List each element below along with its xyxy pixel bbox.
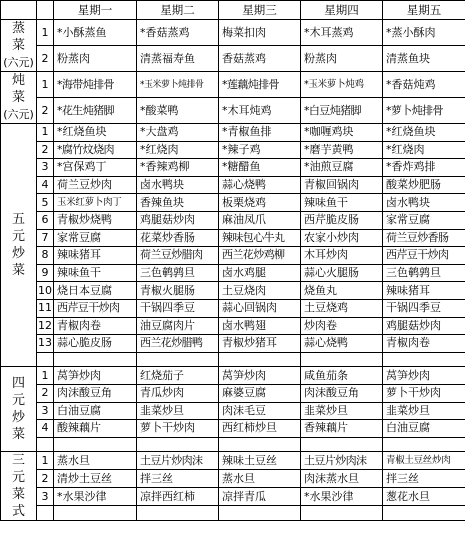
- dish-cell: 蒜心火腿肠: [301, 264, 383, 282]
- empty-cell: [54, 506, 137, 521]
- dish-cell: 西芹豆干炒肉: [54, 299, 137, 317]
- dish-cell: 韭菜炒旦: [383, 402, 465, 420]
- dish-cell: 青椒回锅肉: [301, 176, 383, 194]
- dish-cell: 香辣鱼块: [137, 194, 219, 212]
- dish-cell: *酸菜鸭: [137, 98, 219, 124]
- dish-cell: 麻婆豆腐: [219, 384, 301, 402]
- dish-cell: 酸菜炒肥肠: [383, 176, 465, 194]
- empty-cell: [137, 437, 219, 452]
- dish-cell: 蒸水旦: [54, 452, 137, 470]
- dish-cell: *小酥蒸鱼: [54, 20, 137, 46]
- dish-cell: 青椒火腿肠: [137, 282, 219, 300]
- row-number: 4: [37, 176, 54, 194]
- category-char: 炒: [11, 246, 25, 262]
- dish-cell: 辣味鱼干: [301, 194, 383, 212]
- dish-cell: *红烧肉: [137, 141, 219, 159]
- dish-cell: 荷兰豆炒香肠: [383, 229, 465, 247]
- dish-cell: 韭菜炒旦: [301, 402, 383, 420]
- dish-cell: 油豆腐肉片: [137, 317, 219, 335]
- day-header: 星期二: [137, 1, 219, 20]
- menu-row: [1, 20, 465, 46]
- menu-row: [1, 317, 465, 335]
- dish-cell: 农家小炒肉: [301, 229, 383, 247]
- category-label: [1, 452, 37, 521]
- row-number: 1: [37, 124, 54, 142]
- day-header: 星期四: [301, 1, 383, 20]
- row-number: 6: [37, 211, 54, 229]
- dish-cell: 家常豆腐: [54, 229, 137, 247]
- dish-cell: 土豆烧鸡: [301, 299, 383, 317]
- dish-cell: 卤水鸭块: [383, 194, 465, 212]
- dish-cell: *海带炖排骨: [54, 72, 137, 98]
- empty-cell: [54, 352, 137, 367]
- dish-cell: 青瓜炒肉: [137, 384, 219, 402]
- empty-cell: [383, 506, 465, 521]
- dish-cell: 香辣藕片: [301, 420, 383, 438]
- menu-row: [1, 299, 465, 317]
- dish-cell: 青椒炒烧鸭: [54, 211, 137, 229]
- row-number: 2: [37, 141, 54, 159]
- dish-cell: 粉蒸肉: [301, 46, 383, 72]
- day-header: 星期一: [54, 1, 137, 20]
- empty-cell: [383, 352, 465, 367]
- menu-row: [1, 229, 465, 247]
- dish-cell: *红烧鱼块: [54, 124, 137, 142]
- dish-cell: 卤水鸭块: [137, 176, 219, 194]
- dish-cell: 三色鹌鹑旦: [383, 264, 465, 282]
- row-number: 3: [37, 402, 54, 420]
- dish-cell: 荷兰豆炒肉: [54, 176, 137, 194]
- dish-cell: 莴笋炒肉: [219, 367, 301, 385]
- blank-row: [1, 506, 465, 521]
- dish-cell: *咖喱鸡块: [301, 124, 383, 142]
- dish-cell: *香炸鸡排: [383, 159, 465, 177]
- empty-cell: [37, 506, 54, 521]
- dish-cell: 西兰花炒腊鸭: [137, 335, 219, 353]
- dish-cell: 炒肉卷: [301, 317, 383, 335]
- empty-cell: [219, 437, 301, 452]
- row-number: 10: [37, 282, 54, 300]
- menu-body: [1, 20, 465, 521]
- dish-cell: 蒜心脆皮肠: [54, 335, 137, 353]
- dish-cell: 蒜心回锅肉: [219, 299, 301, 317]
- dish-cell: 蒜心烧鸭: [301, 335, 383, 353]
- category-char: 菜: [11, 90, 25, 105]
- dish-cell: 烧日本豆腐: [54, 282, 137, 300]
- empty-cell: [383, 437, 465, 452]
- category-char: 元: [11, 470, 25, 486]
- dish-cell: 清炒土豆丝: [54, 470, 137, 488]
- dish-cell: 白油豆腐: [54, 402, 137, 420]
- day-header: 星期五: [383, 1, 465, 20]
- menu-row: [1, 211, 465, 229]
- dish-cell: *玉米萝卜炖鸡: [301, 72, 383, 98]
- category-label: [1, 124, 37, 367]
- dish-cell: 卤水鸡腿: [219, 264, 301, 282]
- row-number: 2: [37, 470, 54, 488]
- dish-cell: *红烧肉: [383, 141, 465, 159]
- dish-cell: 西芹豆干炒肉: [383, 247, 465, 265]
- dish-cell: 辣味猪耳: [383, 282, 465, 300]
- category-label: [1, 72, 37, 124]
- dish-cell: 咸鱼茄条: [301, 367, 383, 385]
- category-char: 四: [11, 376, 25, 392]
- dish-cell: 家常豆腐: [383, 211, 465, 229]
- empty-cell: [301, 437, 383, 452]
- category-char: 菜: [11, 38, 25, 53]
- category-char: 菜: [11, 427, 25, 443]
- dish-cell: 香菇蒸鸡: [219, 46, 301, 72]
- dish-cell: 青椒肉卷: [54, 317, 137, 335]
- dish-cell: *糖醋鱼: [219, 159, 301, 177]
- dish-cell: *磨芋黄鸭: [301, 141, 383, 159]
- dish-cell: *蒸小酥肉: [383, 20, 465, 46]
- dish-cell: 鸡腿菇炒肉: [383, 317, 465, 335]
- dish-cell: *香菇炖鸡: [383, 72, 465, 98]
- dish-cell: 土豆片炒肉沫: [301, 452, 383, 470]
- row-number: 13: [37, 335, 54, 353]
- day-header: 星期三: [219, 1, 301, 20]
- category-char: (六元): [3, 108, 34, 121]
- row-number: 11: [37, 299, 54, 317]
- menu-row: [1, 124, 465, 142]
- menu-row: [1, 367, 465, 385]
- dish-cell: 白油豆腐: [383, 420, 465, 438]
- dish-cell: 蒜心烧鸭: [219, 176, 301, 194]
- empty-cell: [54, 437, 137, 452]
- dish-cell: 木耳炒肉: [301, 247, 383, 265]
- row-number: 7: [37, 229, 54, 247]
- menu-row: [1, 335, 465, 353]
- dish-cell: 莴笋炒肉: [383, 367, 465, 385]
- dish-cell: 花菜炒香肠: [137, 229, 219, 247]
- dish-cell: 青椒炒猪耳: [219, 335, 301, 353]
- dish-cell: *香菇蒸鸡: [137, 20, 219, 46]
- row-number: 1: [37, 367, 54, 385]
- category-char: 五: [11, 212, 25, 228]
- dish-cell: 葱花水旦: [383, 488, 465, 506]
- dish-cell: 莴笋炒肉: [54, 367, 137, 385]
- dish-cell: 肉沫酸豆角: [54, 384, 137, 402]
- category-char: 蒸: [11, 21, 25, 36]
- menu-row: [1, 470, 465, 488]
- menu-row: [1, 264, 465, 282]
- dish-cell: 肉沫蒸水旦: [301, 470, 383, 488]
- dish-cell: 酸辣藕片: [54, 420, 137, 438]
- dish-cell: 鸡腿菇炒肉: [137, 211, 219, 229]
- empty-cell: [219, 506, 301, 521]
- category-label: [1, 20, 37, 72]
- dish-cell: *香辣鸡柳: [137, 159, 219, 177]
- row-number: 12: [37, 317, 54, 335]
- menu-row: [1, 72, 465, 98]
- row-number: 1: [37, 452, 54, 470]
- empty-cell: [301, 352, 383, 367]
- dish-cell: *红烧鱼块: [383, 124, 465, 142]
- dish-cell: 麻油凤爪: [219, 211, 301, 229]
- menu-row: [1, 141, 465, 159]
- row-number: 8: [37, 247, 54, 265]
- category-char: 炖: [11, 73, 25, 88]
- category-char: 元: [11, 393, 25, 409]
- dish-cell: 凉拌青瓜: [219, 488, 301, 506]
- empty-cell: [301, 506, 383, 521]
- empty-cell: [219, 352, 301, 367]
- dish-cell: 辣味土豆丝: [219, 452, 301, 470]
- dish-cell: 肉沫毛豆: [219, 402, 301, 420]
- menu-row: [1, 46, 465, 72]
- empty-cell: [137, 506, 219, 521]
- menu-row: [1, 194, 465, 212]
- dish-cell: 烧鱼丸: [301, 282, 383, 300]
- empty-cell: [137, 352, 219, 367]
- dish-cell: 荷兰豆炒腊肉: [137, 247, 219, 265]
- menu-row: [1, 176, 465, 194]
- corner-cell: [1, 1, 37, 20]
- empty-cell: [37, 352, 54, 367]
- dish-cell: 青椒土豆丝炒肉: [383, 452, 465, 470]
- category-label: [1, 367, 37, 452]
- dish-cell: *油煎豆腐: [301, 159, 383, 177]
- menu-row: [1, 452, 465, 470]
- dish-cell: 辣味鱼干: [54, 264, 137, 282]
- menu-row: [1, 98, 465, 124]
- dish-cell: *水果沙律: [54, 488, 137, 506]
- dish-cell: 辣味猪耳: [54, 247, 137, 265]
- dish-cell: 萝卜干炒肉: [383, 384, 465, 402]
- row-number: 4: [37, 420, 54, 438]
- number-header: [37, 1, 54, 20]
- category-char: 三: [11, 453, 25, 469]
- dish-cell: 卤水鸭翅: [219, 317, 301, 335]
- row-number: 9: [37, 264, 54, 282]
- row-number: 1: [37, 20, 54, 46]
- dish-cell: 干锅四季豆: [383, 299, 465, 317]
- dish-cell: 拌三丝: [383, 470, 465, 488]
- category-char: 式: [11, 504, 25, 520]
- dish-cell: *大盘鸡: [137, 124, 219, 142]
- row-number: 1: [37, 72, 54, 98]
- category-char: 菜: [11, 487, 25, 503]
- dish-cell: 梅菜扣肉: [219, 20, 301, 46]
- menu-row: [1, 384, 465, 402]
- dish-cell: *木耳蒸鸡: [301, 20, 383, 46]
- dish-cell: 粉蒸肉: [54, 46, 137, 72]
- blank-row: [1, 437, 465, 452]
- menu-row: [1, 420, 465, 438]
- menu-row: [1, 159, 465, 177]
- dish-cell: 韭菜炒旦: [137, 402, 219, 420]
- dish-cell: *萝卜炖排骨: [383, 98, 465, 124]
- dish-cell: 西芹脆皮肠: [301, 211, 383, 229]
- dish-cell: 辣味包心牛丸: [219, 229, 301, 247]
- menu-row: [1, 488, 465, 506]
- category-char: (六元): [3, 56, 34, 69]
- row-number: 3: [37, 488, 54, 506]
- dish-cell: *白豆炖猪脚: [301, 98, 383, 124]
- dish-cell: *花生炖猪脚: [54, 98, 137, 124]
- menu-row: [1, 402, 465, 420]
- dish-cell: 肉沫酸豆角: [301, 384, 383, 402]
- dish-cell: 玉米红萝卜肉丁: [54, 194, 137, 212]
- category-char: 炒: [11, 410, 25, 426]
- category-char: 元: [11, 229, 25, 245]
- dish-cell: *辣子鸡: [219, 141, 301, 159]
- dish-cell: 拌三丝: [137, 470, 219, 488]
- dish-cell: *木耳炖鸡: [219, 98, 301, 124]
- dish-cell: 板栗烧鸡: [219, 194, 301, 212]
- dish-cell: 凉拌西红柿: [137, 488, 219, 506]
- row-number: 2: [37, 46, 54, 72]
- empty-cell: [37, 437, 54, 452]
- dish-cell: 清蒸福寿鱼: [137, 46, 219, 72]
- dish-cell: *腐竹炆烧肉: [54, 141, 137, 159]
- row-number: 2: [37, 98, 54, 124]
- dish-cell: 蒸水旦: [219, 470, 301, 488]
- menu-row: [1, 247, 465, 265]
- category-char: 菜: [11, 263, 25, 279]
- dish-cell: 清蒸鱼块: [383, 46, 465, 72]
- blank-row: [1, 352, 465, 367]
- dish-cell: 干锅四季豆: [137, 299, 219, 317]
- dish-cell: 西兰花炒鸡柳: [219, 247, 301, 265]
- dish-cell: 萝卜干炒肉: [137, 420, 219, 438]
- dish-cell: 三色鹌鹑旦: [137, 264, 219, 282]
- menu-row: [1, 282, 465, 300]
- dish-cell: *莲藕炖排骨: [219, 72, 301, 98]
- dish-cell: 土豆片炒肉沫: [137, 452, 219, 470]
- dish-cell: *青椒鱼排: [219, 124, 301, 142]
- dish-cell: *水果沙律: [301, 488, 383, 506]
- row-number: 2: [37, 384, 54, 402]
- dish-cell: 土豆烧肉: [219, 282, 301, 300]
- dish-cell: 西红柿炒旦: [219, 420, 301, 438]
- row-number: 3: [37, 159, 54, 177]
- dish-cell: *玉米萝卜炖排骨: [137, 72, 219, 98]
- dish-cell: 红烧茄子: [137, 367, 219, 385]
- row-number: 5: [37, 194, 54, 212]
- header-row: [1, 1, 465, 20]
- dish-cell: *宫保鸡丁: [54, 159, 137, 177]
- dish-cell: 青椒肉卷: [383, 335, 465, 353]
